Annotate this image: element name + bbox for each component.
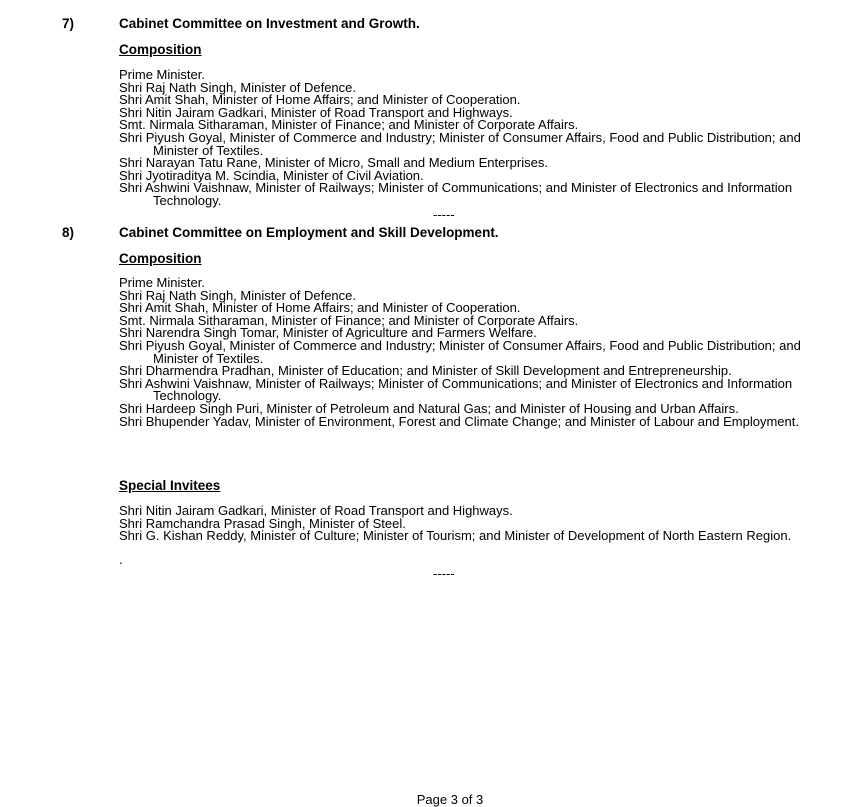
member-item: Shri Dharmendra Pradhan, Minister of Education; and Minister of Skill Development and Entrepreneurship. bbox=[119, 363, 732, 379]
member-item: Shri Amit Shah, Minister of Home Affairs; and Minister of Cooperation. bbox=[119, 300, 521, 316]
member-item: Shri Amit Shah, Minister of Home Affairs; and Minister of Cooperation. bbox=[119, 92, 521, 108]
member-item: Shri Raj Nath Singh, Minister of Defence. bbox=[119, 287, 356, 303]
member-item: Shri Narayan Tatu Rane, Minister of Micro, Small and Medium Enterprises. bbox=[119, 155, 548, 171]
section-number: 7) bbox=[62, 16, 75, 31]
composition-heading: Composition bbox=[119, 42, 202, 57]
section-number: 8) bbox=[62, 225, 75, 240]
member-item: Prime Minister. bbox=[119, 67, 205, 82]
stray-dot: . bbox=[119, 552, 123, 567]
special-invitees-heading: Special Invitees bbox=[119, 478, 221, 493]
member-item: Shri Raj Nath Singh, Minister of Defence. bbox=[119, 79, 356, 95]
page-number: Page 3 of 3 bbox=[416, 792, 484, 807]
member-item: Shri Piyush Goyal, Minister of Commerce and Industry; Minister of Consumer Affairs, Food and Public Distribution; and Minister of Textiles. bbox=[119, 129, 801, 158]
section-title: Cabinet Committee on Employment and Skill Development. bbox=[119, 225, 499, 240]
invitee-item: Shri Nitin Jairam Gadkari, Minister of Road Transport and Highways. bbox=[119, 503, 513, 518]
member-item: Shri Piyush Goyal, Minister of Commerce and Industry; Minister of Consumer Affairs, Food and Public Distribution; and Minister of Textiles. bbox=[119, 337, 801, 366]
member-item: Smt. Nirmala Sitharaman, Minister of Finance; and Minister of Corporate Affairs. bbox=[119, 312, 579, 328]
separator: ----- bbox=[433, 207, 455, 222]
member-item: Shri Bhupender Yadav, Minister of Environment, Forest and Climate Change; and Minister of Labour and Employment. bbox=[119, 413, 799, 429]
composition-heading: Composition bbox=[119, 251, 202, 266]
invitee-item: Shri Ramchandra Prasad Singh, Minister of Steel. bbox=[119, 515, 406, 531]
member-item: Shri Jyotiraditya M. Scindia, Minister of Civil Aviation. bbox=[119, 167, 424, 183]
separator: ----- bbox=[433, 566, 455, 581]
member-list bbox=[119, 69, 839, 208]
member-item: Shri Ashwini Vaishnaw, Minister of Railways; Minister of Communications; and Minister of Electronics and Information Technology. bbox=[119, 180, 793, 208]
section-title: Cabinet Committee on Investment and Growth. bbox=[119, 16, 420, 31]
member-item: Smt. Nirmala Sitharaman, Minister of Finance; and Minister of Corporate Affairs. bbox=[119, 117, 579, 133]
member-item: Prime Minister. bbox=[119, 275, 205, 290]
invitee-list bbox=[119, 505, 839, 543]
member-list bbox=[119, 277, 839, 428]
member-item: Shri Hardeep Singh Puri, Minister of Petroleum and Natural Gas; and Minister of Housing and Urban Affairs. bbox=[119, 400, 739, 416]
member-item: Shri Ashwini Vaishnaw, Minister of Railways; Minister of Communications; and Minister of Electronics and Information Technology. bbox=[119, 375, 793, 404]
invitee-item: Shri G. Kishan Reddy, Minister of Culture; Minister of Tourism; and Minister of Development of North Eastern Region. bbox=[119, 528, 792, 544]
member-item: Shri Narendra Singh Tomar, Minister of Agriculture and Farmers Welfare. bbox=[119, 325, 537, 341]
member-item: Shri Nitin Jairam Gadkari, Minister of Road Transport and Highways. bbox=[119, 104, 513, 120]
